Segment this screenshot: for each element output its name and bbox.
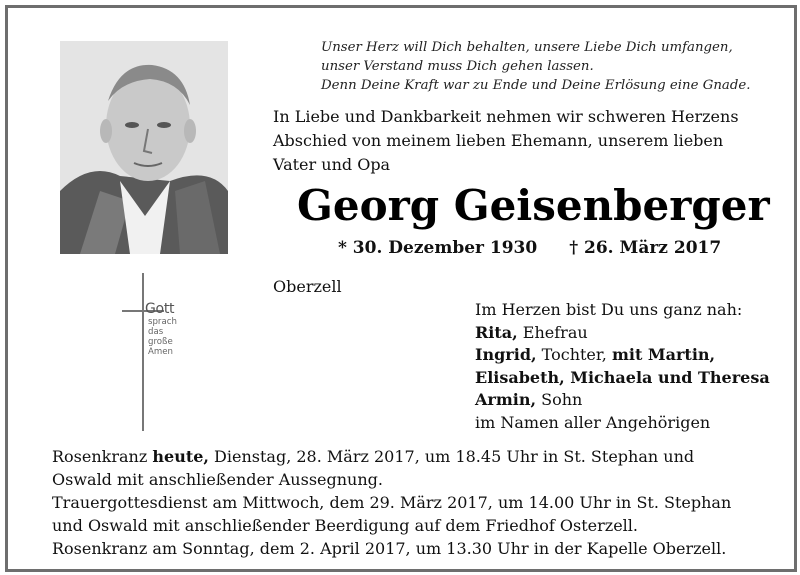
mourner-rita: [475, 322, 795, 345]
mourner-role: Sohn: [536, 390, 583, 409]
mourner-name: Rita,: [475, 322, 518, 342]
death-date: † 26. März 2017: [569, 238, 722, 258]
intro-line: Vater und Opa: [273, 155, 391, 174]
portrait-photo: [60, 41, 228, 254]
mourner-names: Elisabeth, Michaela und Theresa: [475, 367, 770, 387]
mourner-ingrid: [475, 344, 795, 367]
emblem-line: das: [148, 327, 164, 337]
mourners-heading: Im Herzen bist Du uns ganz nah:: [475, 300, 743, 319]
mourner-name: Ingrid,: [475, 345, 537, 364]
rosary-today: heute,: [152, 447, 209, 466]
rosary-sunday-line: Rosenkranz am Sonntag, dem 2. April 2017, um 13.30 Uhr in der Kapelle Oberzell.: [52, 539, 727, 558]
hometown: Oberzell: [273, 277, 342, 296]
emblem-line: Amen: [148, 347, 173, 357]
mourner-partner: mit Martin,: [611, 345, 716, 364]
life-dates: [338, 238, 738, 258]
birth-date: * 30. Dezember 1930: [338, 238, 538, 258]
emblem-line: sprach: [148, 317, 177, 327]
cross-emblem: [108, 273, 188, 433]
mourner-armin: [475, 389, 795, 412]
service-details: [52, 445, 768, 560]
cross-vertical-bar: [142, 273, 144, 431]
rosary-details: Dienstag, 28. März 2017, um 18.45 Uhr in St. Stephan und: [208, 447, 695, 466]
mourners-closing: im Namen aller Angehörigen: [475, 412, 711, 432]
verse-line: Unser Herz will Dich behalten, unsere Liebe Dich umfangen,: [321, 40, 733, 55]
verse-line: unser Verstand muss Dich gehen lassen.: [321, 59, 594, 74]
intro-text: [273, 105, 773, 177]
funeral-second-line: und Oswald mit anschließender Beerdigung auf dem Friedhof Osterzell.: [52, 516, 638, 535]
obituary-frame: [5, 5, 797, 572]
rosary-second-line: Oswald mit anschließender Aussegnung.: [52, 470, 383, 489]
mourner-name: Armin,: [475, 390, 537, 409]
mourner-role: Ehefrau: [517, 322, 588, 342]
intro-line: In Liebe und Dankbarkeit nehmen wir schweren Herzens: [273, 107, 739, 126]
emblem-text: [148, 317, 177, 357]
verse-quote: [321, 38, 791, 95]
intro-line: Abschied von meinem lieben Ehemann, unserem lieben: [273, 131, 724, 150]
funeral-first-line: Trauergottesdienst am Mittwoch, dem 29. März 2017, um 14.00 Uhr in St. Stephan: [52, 493, 732, 512]
rosary-label: Rosenkranz: [52, 447, 153, 466]
emblem-line: große: [148, 337, 173, 347]
mourner-role: Tochter,: [536, 345, 612, 364]
mourners-list: [475, 299, 795, 434]
emblem-word: Gott: [145, 301, 175, 317]
rosary-first-line: [52, 445, 768, 468]
verse-line: Denn Deine Kraft war zu Ende und Deine Erlösung eine Gnade.: [321, 78, 751, 93]
deceased-name: Georg Geisenberger: [297, 181, 770, 230]
portrait-illustration: [60, 41, 228, 254]
mourner-grandchildren: [475, 367, 795, 390]
